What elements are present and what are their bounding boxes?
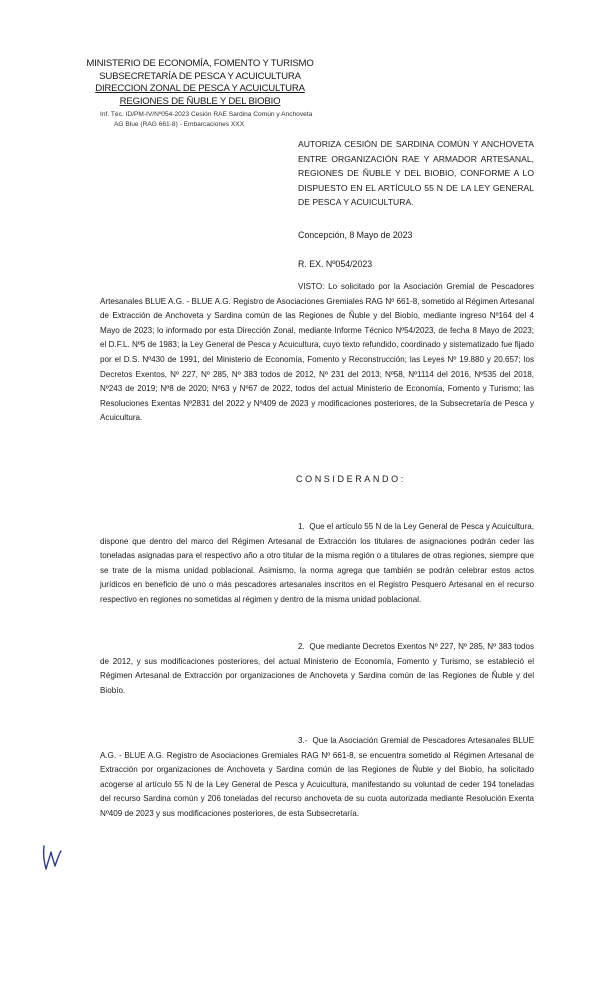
- considerando-number: 3.-: [298, 736, 308, 745]
- resolution-number: R. EX. Nº054/2023: [298, 259, 373, 269]
- document-references: [100, 110, 312, 130]
- ministry-name: MINISTERIO DE ECONOMÍA, FOMENTO Y TURISMO: [86, 58, 314, 69]
- considerando-number: 2.: [298, 642, 305, 651]
- considerando-item: [100, 520, 534, 608]
- letterhead: [70, 58, 330, 108]
- subsecretariat-name: SUBSECRETARÍA DE PESCA Y ACUICULTURA: [99, 70, 301, 82]
- resolution-subject: AUTORIZA CESIÓN DE SARDINA COMÚN Y ANCHOVETA ENTRE ORGANIZACIÓN RAE Y ARMADOR ARTESANAL, REGIONES DE ÑUBLE Y DEL BIOBIO, CONFORME A LO DISPUESTO EN EL ARTÍCULO 55 N DE LA LEY GENERAL DE PESCA Y ACUICULTURA.: [298, 139, 534, 207]
- considerando-number: 1.: [298, 522, 305, 531]
- considerando-text: Que la Asociación Gremial de Pescadores Artesanales BLUE A.G. - BLUE A.G. Registro de Asociaciones Gremiales RAG Nº 661-8, se encuentra sometido al Régimen Artesanal de Extracción por organizaciones de Anchoveta y Sardina común de las Regiones de Ñuble y del Biobío, ha solicitado acogerse al artículo 55 N de la Ley General de Pesca y Acuicultura, manifestando su voluntad de ceder 194 toneladas del recurso Sardina común y 206 toneladas del recurso anchoveta de su cuota autorizada mediante Resolución Exenta Nº409 de 2023 y sus modificaciones posteriores, de esta Subsecretaría.: [100, 736, 535, 818]
- reference-line-1: Inf. Téc. ID/PM-IV/Nº054-2023 Cesión RAE Sardina Común y Anchoveta: [100, 111, 313, 118]
- regions-name: REGIONES DE ÑUBLE Y DEL BIOBIO: [119, 95, 281, 107]
- place-and-date: Concepción, 8 Mayo de 2023: [298, 230, 413, 240]
- visto-text: Lo solicitado por la Asociación Gremial de Pescadores Artesanales BLUE A.G. - BLUE A.G. Registro de Asociaciones Gremiales RAG Nº 661-8, sometido al Régimen Artesanal de Extracción de Anchoveta y Sardina común de las Regiones de Ñuble y del Biobío, mediante ingreso Nº164 del 4 Mayo de 2023; lo informado por esta Dirección Zonal, mediante Informe Técnico Nº54/2023, de fecha 8 Mayo de 2023; el D.F.L. Nº5 de 1983; la Ley General de Pesca y Acuicultura, cuyo texto refundido, coordinado y sistematizado fue fijado por el D.S. Nº430 de 1991, del Ministerio de Economía, Fomento y Reconstrucción; las Leyes Nº 19.880 y 20.657; los Decretos Exentos, Nº 227, Nº 285, Nº 383 todos de 2012, Nº 231 del 2013; Nº58, Nº1114 del 2016, Nº535 del 2018, Nº243 de 2019; Nº8 de 2020; Nº63 y Nº67 de 2022, todos del actual Ministerio de Economía, Fomento y Turismo; las Resoluciones Exentas Nº2831 del 2022 y Nº409 de 2023 y modificaciones posteriores, de la Subsecretaría de Pesca y Acuicultura.: [100, 282, 534, 423]
- visto-label: VISTO:: [298, 282, 325, 291]
- considerando-text: Que mediante Decretos Exentos Nº 227, Nº 285, Nº 383 todos de 2012, y sus modificaciones posteriores, del actual Ministerio de Economía, Fomento y Turismo, se estableció el Régimen Artesanal de Extracción por organizaciones de Anchoveta y Sardina común de las Regiones de Ñuble y del Biobío.: [100, 642, 534, 695]
- considerando-heading: CONSIDERANDO:: [296, 474, 406, 484]
- reference-line-2: AG Blue (RAG 661-8) - Embarcaciones XXX: [114, 121, 245, 128]
- considerando-item: [100, 640, 534, 698]
- handwritten-initials-icon: [40, 842, 64, 872]
- zonal-direction-name: DIRECCION ZONAL DE PESCA Y ACUICULTURA: [95, 83, 305, 94]
- considerando-item: [100, 734, 534, 822]
- considerando-text: Que el artículo 55 N de la Ley General de Pesca y Acuicultura, dispone que dentro del marco del Régimen Artesanal de Extracción los titulares de asignaciones podrán ceder las toneladas asignadas para el respectivo año a otro titular de la misma región o a titulares de otras regiones, siempre que se trate de la misma unidad poblacional. Asimismo, la norma agrega que también se podrán celebrar estos actos jurídicos en beneficio de uno o más pescadores artesanales inscritos en el Registro Pesquero Artesanal en el recurso respectivo en regiones no sometidas al régimen y dentro de la misma unidad poblacional.: [100, 522, 534, 604]
- visto-paragraph: [100, 280, 534, 426]
